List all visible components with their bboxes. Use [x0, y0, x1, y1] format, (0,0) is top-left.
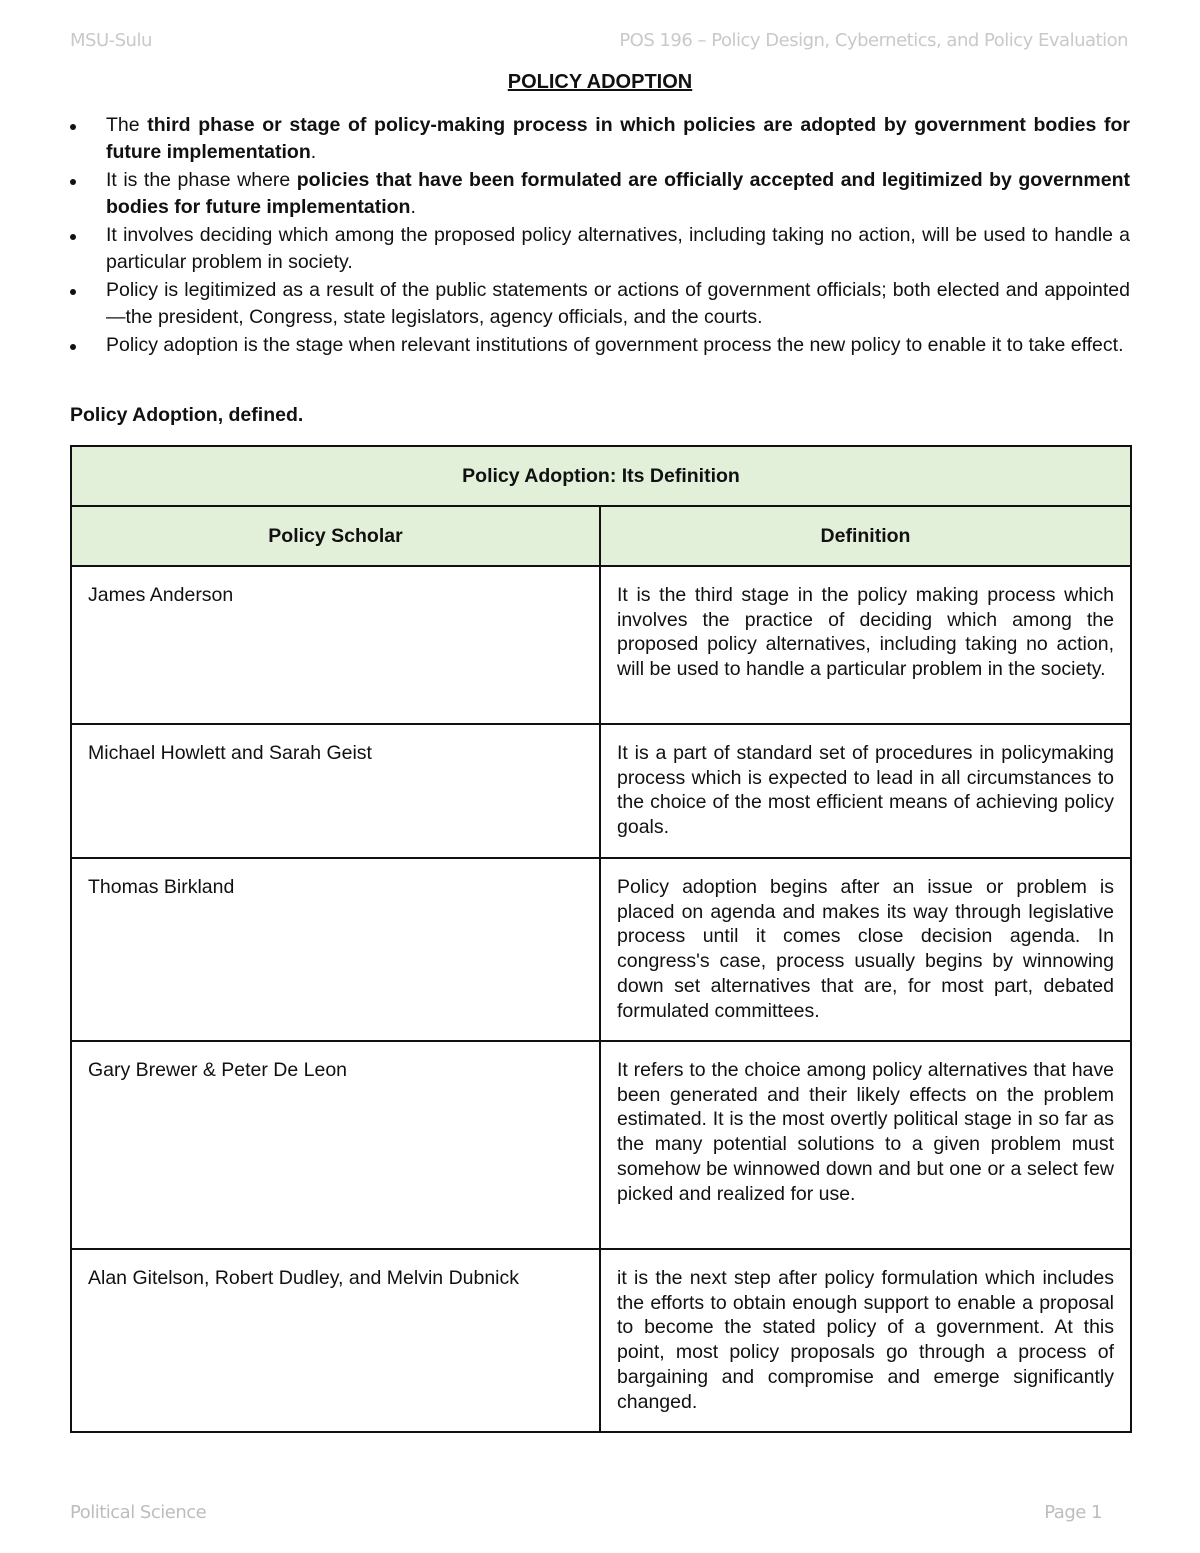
bullet-dot-icon	[70, 344, 76, 350]
definition-cell: It is the third stage in the policy making process which involves the practice of deciding which among the proposed policy alternatives, including taking no action, will be used to handle a particular problem in the society.	[600, 566, 1131, 724]
scholar-cell: Alan Gitelson, Robert Dudley, and Melvin Dubnick	[71, 1249, 600, 1432]
bullet-dot-icon	[70, 124, 76, 130]
bullet-item: The third phase or stage of policy-making process in which policies are adopted by government bodies for future implementation.	[70, 112, 1130, 166]
definition-cell: It refers to the choice among policy alternatives that have been generated and their likely effects on the problem estimated. It is the most overtly political stage in so far as the many potential solutions to a given problem must somehow be winnowed down and but one or a select few picked and realized for use.	[600, 1041, 1131, 1249]
bullet-list	[70, 112, 1130, 360]
header-institution: MSU-Sulu	[70, 30, 152, 51]
table-caption: Policy Adoption: Its Definition	[71, 446, 1131, 506]
scholar-cell: Michael Howlett and Sarah Geist	[71, 724, 600, 858]
column-header-definition: Definition	[600, 506, 1131, 566]
column-header-scholar: Policy Scholar	[71, 506, 600, 566]
section-subheading: Policy Adoption, defined.	[70, 404, 304, 426]
definition-table	[70, 445, 1132, 1433]
table-row	[71, 1041, 1131, 1249]
bullet-item: Policy is legitimized as a result of the public statements or actions of government officials; both elected and appointed—the president, Congress, state legislators, agency officials, and the courts.	[70, 277, 1130, 331]
definition-cell: Policy adoption begins after an issue or problem is placed on agenda and makes its way through legislative process until it comes close decision agenda. In congress's case, process usually begins by winnowing down set alternatives that are, for most part, debated formulated committees.	[600, 858, 1131, 1041]
bullet-dot-icon	[70, 289, 76, 295]
bullet-dot-icon	[70, 179, 76, 185]
table-row	[71, 858, 1131, 1041]
table-row	[71, 1249, 1131, 1432]
scholar-cell: Gary Brewer & Peter De Leon	[71, 1041, 600, 1249]
bullet-dot-icon	[70, 234, 76, 240]
table-row	[71, 566, 1131, 724]
footer-department: Political Science	[70, 1502, 207, 1523]
bullet-item: It is the phase where policies that have been formulated are officially accepted and legitimized by government bodies for future implementation.	[70, 167, 1130, 221]
page-title: POLICY ADOPTION	[507, 71, 693, 93]
definition-cell: it is the next step after policy formulation which includes the efforts to obtain enough support to enable a proposal to become the stated policy of a government. At this point, most policy proposals go through a process of bargaining and compromise and emerge significantly changed.	[600, 1249, 1131, 1432]
bullet-item: Policy adoption is the stage when relevant institutions of government process the new policy to enable it to take effect.	[70, 332, 1130, 359]
bullet-item: It involves deciding which among the proposed policy alternatives, including taking no action, will be used to handle a particular problem in society.	[70, 222, 1130, 276]
header-course: POS 196 – Policy Design, Cybernetics, and Policy Evaluation	[619, 30, 1128, 51]
scholar-cell: Thomas Birkland	[71, 858, 600, 1041]
definition-cell: It is a part of standard set of procedures in policymaking process which is expected to lead in all circumstances to the choice of the most efficient means of achieving policy goals.	[600, 724, 1131, 858]
scholar-cell: James Anderson	[71, 566, 600, 724]
footer-page-number: Page 1	[1044, 1502, 1102, 1523]
table-row	[71, 724, 1131, 858]
